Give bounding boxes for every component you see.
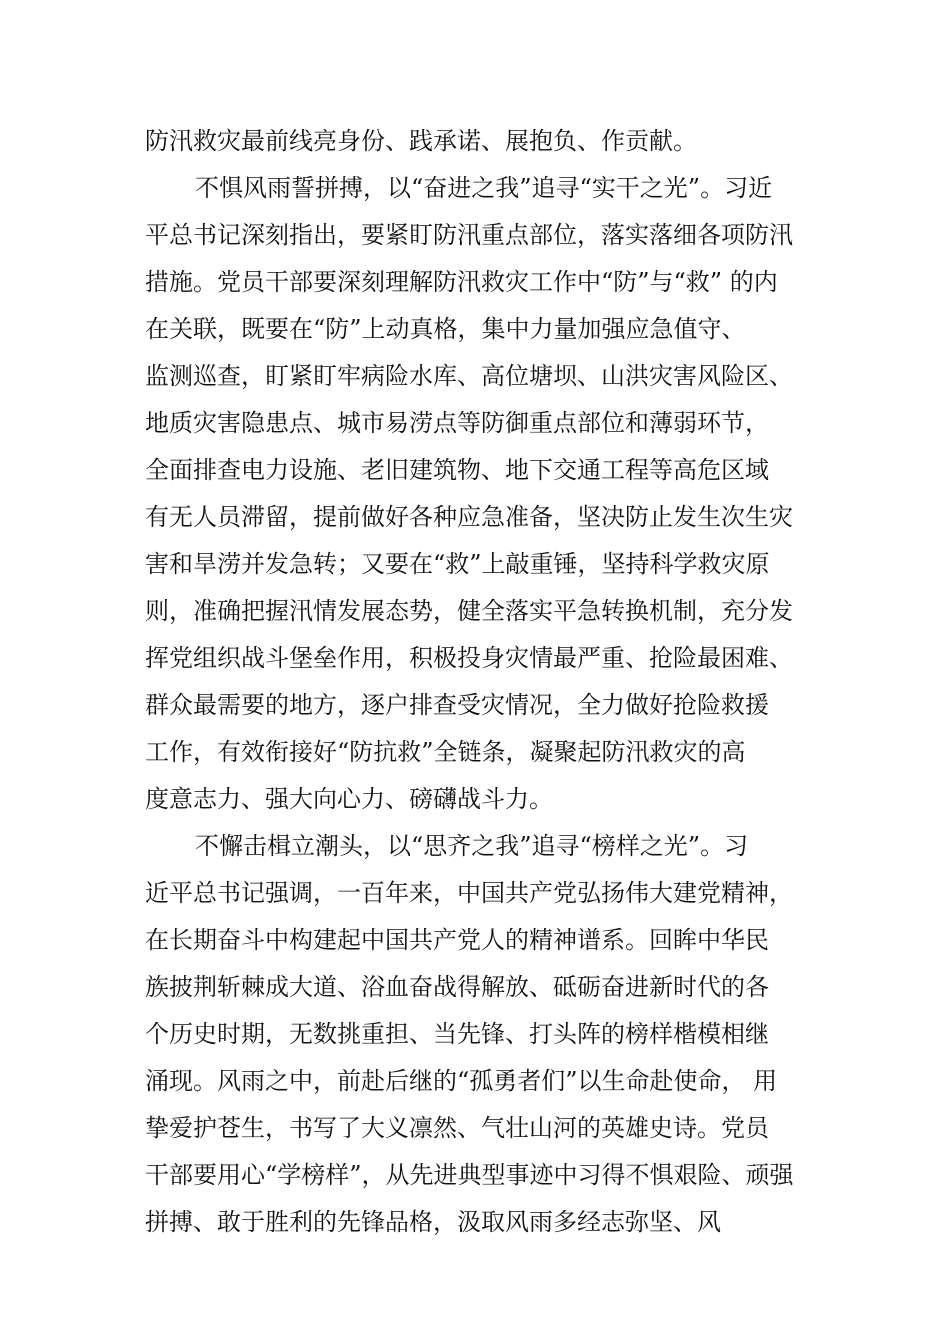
text-line: 防汛救灾最前线亮身份、践承诺、展抱负、作贡献。	[145, 127, 697, 155]
text-line: 族披荆斩棘成大道、浴血奋战得解放、砥砺奋进新时代的各	[145, 973, 769, 1001]
text-line: 度意志力、强大向心力、磅礴战斗力。	[145, 785, 553, 813]
text-line: 干部要用心“学榜样”，从先进典型事迹中习得不惧艰险、顽强	[145, 1161, 794, 1189]
text-line: 拼搏、敢于胜利的先锋品格，汲取风雨多经志弥坚、风	[145, 1208, 721, 1236]
paragraph-start-line: 不懈击楫立潮头，以“思齐之我”追寻“榜样之光”。习	[195, 832, 749, 860]
text-line: 群众最需要的地方，逐户排查受灾情况，全力做好抢险救援	[145, 691, 769, 719]
text-line: 涌现。风雨之中，前赴后继的“孤勇者们”以生命赴使命， 用	[145, 1067, 778, 1095]
text-line: 工作，有效衔接好“防抗救”全链条，凝聚起防汛救灾的高	[145, 738, 746, 766]
text-line: 个历史时期，无数挑重担、当先锋、打头阵的榜样楷模相继	[145, 1020, 769, 1048]
text-line: 平总书记深刻指出，要紧盯防汛重点部位，落实落细各项防汛	[145, 221, 793, 249]
text-line: 地质灾害隐患点、城市易涝点等防御重点部位和薄弱环节，	[145, 409, 769, 437]
text-line: 在长期奋斗中构建起中国共产党人的精神谱系。回眸中华民	[145, 926, 769, 954]
text-line: 全面排查电力设施、老旧建筑物、地下交通工程等高危区域	[145, 456, 769, 484]
text-line: 监测巡查，盯紧盯牢病险水库、高位塘坝、山洪灾害风险区、	[145, 362, 793, 390]
text-line: 害和旱涝并发急转；又要在“救”上敲重锤，坚持科学救灾原	[145, 550, 770, 578]
paragraph-start-line: 不惧风雨誓拼搏，以“奋进之我”追寻“实干之光”。习近	[195, 174, 773, 202]
text-line: 近平总书记强调，一百年来，中国共产党弘扬伟大建党精神，	[145, 879, 793, 907]
body-text	[145, 118, 835, 1246]
text-line: 挥党组织战斗堡垒作用，积极投身灾情最严重、抢险最困难、	[145, 644, 793, 672]
text-line: 在关联，既要在“防”上动真格，集中力量加强应急值守、	[145, 315, 746, 343]
text-line: 则，准确把握汛情发展态势，健全落实平急转换机制，充分发	[145, 597, 793, 625]
text-line: 措施。党员干部要深刻理解防汛救灾工作中“防”与“救” 的内	[145, 268, 778, 296]
text-line: 有无人员滞留，提前做好各种应急准备，坚决防止发生次生灾	[145, 503, 793, 531]
text-line: 挚爱护苍生，书写了大义凛然、气壮山河的英雄史诗。党员	[145, 1114, 769, 1142]
